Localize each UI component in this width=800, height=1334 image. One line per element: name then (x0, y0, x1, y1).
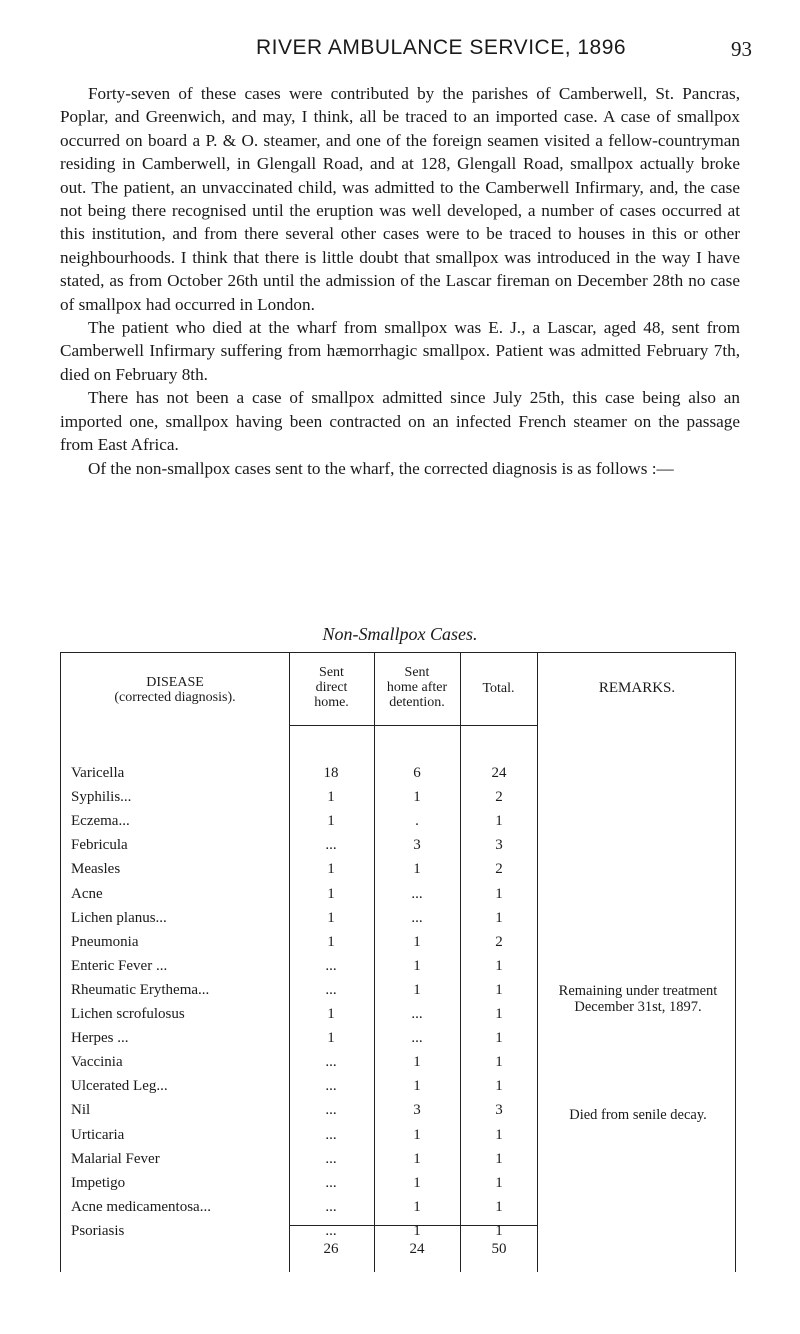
total-value: 3 (495, 1102, 503, 1119)
header-line: REMARKS. (598, 680, 676, 696)
sent-after-value: ... (411, 909, 423, 926)
header-remarks (537, 681, 737, 696)
sent-direct-value: 1 (327, 1030, 335, 1047)
table-row (61, 1151, 737, 1175)
disease-name: Enteric Fever ... (71, 957, 168, 974)
page-number: 93 (731, 37, 752, 61)
total-value: 1 (495, 981, 503, 998)
header-total (460, 681, 537, 696)
paragraph: Of the non-smallpox cases sent to the wharf, the corrected diagnosis is as follows :— (88, 458, 674, 478)
table-row (61, 813, 737, 837)
sent-after-value: 1 (413, 933, 421, 950)
disease-name: Syphilis... (71, 789, 132, 806)
header-line: Sent (319, 665, 344, 680)
header-line: detention. (389, 695, 445, 710)
sent-after-value: 1 (413, 1150, 421, 1167)
remark-enteric (539, 983, 737, 1015)
paragraph: Forty-seven of these cases were contributed by the parishes of Camberwell, St. Pancras, Poplar, and Greenwich, and may, I think, all be traced to an imported case. A case of smallpox occurred on board a P. & O. steamer, and one of the foreign seamen visited a fellow-countryman residing in Camberwell, in Glengall Road, and at 128, Glengall Road, smallpox actually broke out. The patient, an unvaccinated child, was admitted to the Camberwell Infirmary, and, the case not being there recognised until the eruption was well developed, a number of cases occurred at this institution, and from there several other cases were to be traced to houses in this or other neighbourhoods. I think that there is little doubt that smallpox was introduced in the way I have stated, as from October 26th until the admission of the Lascar fireman on December 28th no case of smallpox had occurred in London. (60, 84, 740, 314)
header-disease-title: DISEASE (146, 675, 204, 690)
total-value: 24 (491, 765, 507, 781)
table-row (61, 910, 737, 934)
disease-name: Acne (71, 885, 103, 902)
sent-direct-value: ... (325, 1174, 337, 1191)
table-row (61, 789, 737, 813)
sent-direct-value: ... (325, 1126, 337, 1143)
total-value: 2 (495, 933, 503, 950)
sent-after-value: 1 (413, 1174, 421, 1191)
sent-direct-value: 1 (327, 1006, 335, 1022)
paragraph: There has not been a case of smallpox admitted since July 25th, this case being also an imported one, smallpox having been contracted on an infected French steamer on the passage from East Africa. (60, 388, 740, 455)
sent-after-value: 1 (413, 1222, 421, 1239)
disease-name: Urticaria (71, 1126, 125, 1143)
header-line: direct (315, 680, 348, 695)
sent-direct-value: ... (325, 1054, 337, 1071)
disease-name: Pneumonia (71, 933, 139, 950)
disease-name: Measles (71, 861, 121, 878)
total-value: 1 (495, 1222, 503, 1239)
total-value: 1 (495, 1150, 503, 1167)
header-rule (289, 725, 538, 726)
table-row (61, 1054, 737, 1078)
header-sent-direct (289, 665, 374, 710)
sent-after-value: ... (411, 1030, 423, 1047)
disease-name: Lichen scrofulosus (71, 1006, 185, 1022)
table-row (61, 934, 737, 958)
sent-after-value: 3 (413, 837, 421, 854)
disease-name: Rheumatic Erythema... (71, 981, 210, 998)
disease-name: Malarial Fever (71, 1150, 160, 1167)
header-line: home. (314, 695, 349, 710)
disease-name: Herpes ... (71, 1030, 129, 1047)
total-value: 2 (495, 789, 503, 806)
total-value: 1 (495, 1030, 503, 1047)
paragraph: The patient who died at the wharf from smallpox was E. J., a Lascar, aged 48, sent from Camberwell Infirmary suffering from hæmorrhagic smallpox. Patient was admitted February 7th, died on February 8th. (60, 318, 740, 384)
total-value: 1 (495, 885, 503, 902)
table-row (61, 765, 737, 789)
table-row (61, 886, 737, 910)
sent-after-value: 1 (413, 1078, 421, 1095)
total-value: 1 (495, 813, 503, 830)
totals-row (61, 1241, 737, 1265)
sent-after-value: 3 (413, 1102, 421, 1119)
sent-after-value: 6 (413, 765, 421, 781)
remark-line: December 31st, 1897. (574, 999, 702, 1015)
disease-name: Eczema... (71, 813, 130, 830)
sent-after-value: 1 (413, 789, 421, 806)
table-row (61, 1127, 737, 1151)
sent-direct-value: 1 (327, 861, 335, 878)
body-text (60, 82, 740, 480)
sent-direct-value: ... (325, 1198, 337, 1215)
sent-after-value: 1 (413, 981, 421, 998)
sent-after-value: ... (411, 885, 423, 902)
running-title: RIVER AMBULANCE SERVICE, 1896 (256, 36, 627, 59)
sent-direct-value: 1 (327, 813, 335, 830)
total-value: 1 (495, 1174, 503, 1191)
sent-direct-value: ... (325, 1102, 337, 1119)
running-header (0, 36, 800, 66)
table-row (61, 1175, 737, 1199)
sent-direct-value: ... (325, 837, 337, 854)
sent-after-value: 1 (413, 1198, 421, 1215)
header-line: Total. (482, 681, 515, 696)
disease-name: Febricula (71, 837, 128, 854)
total-value: 1 (495, 1198, 503, 1215)
sent-direct-value: 1 (327, 933, 335, 950)
disease-name: Lichen planus... (71, 909, 167, 926)
sent-after-value: ... (411, 1006, 423, 1022)
sent-direct-value: 1 (327, 909, 335, 926)
table-row (61, 1030, 737, 1054)
disease-name: Nil (71, 1102, 91, 1119)
total-value: 2 (495, 861, 503, 878)
header-line: home after (386, 680, 448, 695)
table-caption: Non-Smallpox Cases. (322, 624, 478, 644)
disease-name: Varicella (71, 765, 125, 781)
non-smallpox-table (60, 652, 736, 1272)
table-row (61, 837, 737, 861)
disease-name: Vaccinia (71, 1054, 123, 1071)
sent-direct-value: 1 (327, 789, 335, 806)
table-row (61, 1078, 737, 1102)
total-value: 1 (495, 1054, 503, 1071)
disease-name: Impetigo (71, 1174, 126, 1191)
sent-direct-value: 18 (323, 765, 339, 781)
total-value: 1 (495, 1006, 503, 1022)
sent-direct-value: ... (325, 957, 337, 974)
disease-name: Ulcerated Leg... (71, 1078, 168, 1095)
sent-direct-value: ... (325, 981, 337, 998)
total-value: 1 (495, 1126, 503, 1143)
sent-direct-value: ... (325, 1078, 337, 1095)
disease-name: Psoriasis (71, 1222, 125, 1239)
header-disease (61, 675, 289, 705)
header-disease-subtitle: (corrected diagnosis). (114, 690, 236, 705)
sent-direct-value: ... (325, 1222, 337, 1239)
total-total: 50 (491, 1241, 507, 1257)
header-sent-after (374, 665, 460, 710)
remark-vaccinia: Died from senile decay. (569, 1107, 707, 1123)
sent-after-value: 1 (413, 861, 421, 878)
total-direct: 26 (323, 1241, 339, 1257)
total-value: 3 (495, 837, 503, 854)
header-line: Sent (404, 665, 430, 680)
sent-direct-value: 1 (327, 885, 335, 902)
sent-direct-value: ... (325, 1150, 337, 1167)
table-row (61, 861, 737, 885)
table-row (61, 958, 737, 982)
sent-after-value: 1 (413, 1054, 421, 1071)
sent-after-value: 1 (413, 1126, 421, 1143)
disease-name: Acne medicamentosa... (71, 1198, 211, 1215)
sent-after-value: 1 (413, 957, 421, 974)
table-row (61, 1199, 737, 1223)
total-after: 24 (409, 1241, 425, 1257)
total-value: 1 (495, 909, 503, 926)
remark-line: Remaining under treatment (558, 983, 718, 999)
total-value: 1 (495, 1078, 503, 1095)
sent-after-value: . (415, 813, 419, 830)
total-value: 1 (495, 957, 503, 974)
